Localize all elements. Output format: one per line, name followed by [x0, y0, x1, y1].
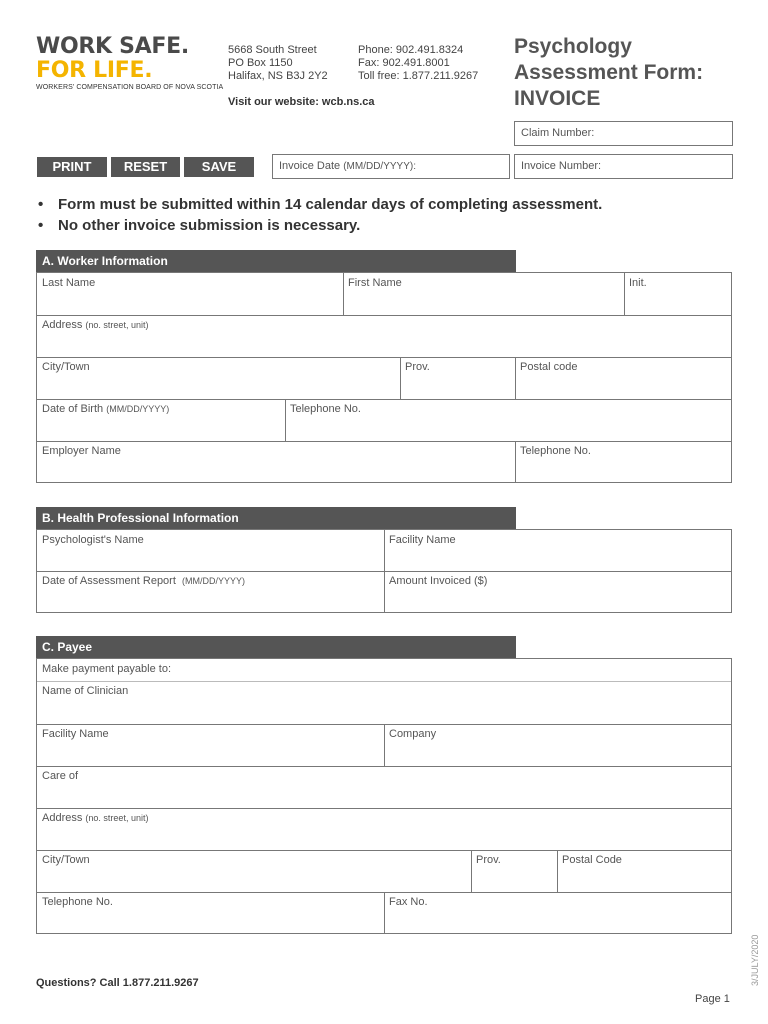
postal-code-field[interactable]	[515, 357, 731, 399]
revision-date: 3/JULY/2020	[750, 934, 760, 986]
claim-number-field[interactable]	[514, 121, 733, 146]
reset-button[interactable]: RESET	[111, 157, 180, 177]
employer-name-label: Employer Name	[42, 445, 121, 457]
notice-list	[38, 194, 602, 236]
section-b-header: B. Health Professional Information	[36, 507, 516, 529]
title-line-3: INVOICE	[514, 87, 601, 110]
province-label: Prov.	[405, 361, 430, 373]
form-title	[514, 34, 703, 112]
amount-invoiced-label: Amount Invoiced ($)	[389, 575, 488, 587]
invoice-number-label: Invoice Number:	[521, 160, 602, 172]
facility-name-label: Facility Name	[389, 534, 456, 546]
health-professional-grid	[36, 529, 732, 613]
payee-address-hint: (no. street, unit)	[85, 813, 149, 823]
city-field[interactable]	[37, 357, 400, 399]
employer-phone-label: Telephone No.	[520, 445, 591, 457]
report-date-label: Date of Assessment Report	[42, 575, 176, 587]
notice-item: • Form must be submitted within 14 calendar days of completing assessment.	[38, 196, 603, 213]
address-pobox: PO Box 1150	[228, 57, 293, 69]
dob-format: (MM/DD/YYYY)	[106, 404, 170, 414]
address-street: 5668 South Street	[228, 44, 317, 56]
report-date-format: (MM/DD/YYYY)	[182, 576, 246, 586]
psychologist-name-field[interactable]	[37, 530, 384, 571]
clinician-name-field[interactable]	[37, 681, 731, 724]
telephone-label: Telephone No.	[290, 403, 361, 415]
title-line-1: Psychology	[514, 35, 632, 58]
postal-code-label: Postal code	[520, 361, 578, 373]
care-of-field[interactable]	[37, 766, 731, 808]
amount-invoiced-field[interactable]	[384, 571, 731, 612]
payee-telephone-field[interactable]	[37, 892, 384, 934]
title-line-2: Assessment Form:	[514, 61, 704, 84]
facility-name-field[interactable]	[384, 530, 731, 571]
notice-text: No other invoice submission is necessary.	[58, 217, 361, 234]
contact-phone: Phone: 902.491.8324	[358, 44, 464, 56]
address-city: Halifax, NS B3J 2Y2	[228, 70, 328, 82]
first-name-field[interactable]	[343, 273, 624, 315]
first-name-label: First Name	[348, 277, 402, 289]
psychologist-name-label: Psychologist's Name	[42, 534, 144, 546]
invoice-number-field[interactable]	[514, 154, 733, 179]
payee-telephone-label: Telephone No.	[42, 896, 113, 908]
contact-tollfree: Toll free: 1.877.211.9267	[358, 70, 479, 82]
worker-info-grid	[36, 272, 732, 483]
payee-address-label: Address	[42, 812, 83, 824]
company-field[interactable]	[384, 724, 731, 766]
contact-fax: Fax: 902.491.8001	[358, 57, 450, 69]
dob-label: Date of Birth	[42, 403, 104, 415]
print-button[interactable]: PRINT	[37, 157, 107, 177]
payee-postal-code-field[interactable]	[557, 850, 731, 892]
section-c-header: C. Payee	[36, 636, 516, 658]
page-number: Page 1	[695, 993, 730, 1005]
last-name-field[interactable]	[37, 273, 343, 315]
claim-number-label: Claim Number:	[521, 127, 595, 139]
questions-text: Questions? Call 1.877.211.9267	[36, 977, 199, 989]
invoice-date-field[interactable]	[272, 154, 510, 179]
company-label: Company	[389, 728, 437, 740]
invoice-date-label-text: Invoice Date	[279, 160, 341, 172]
payee-city-field[interactable]	[37, 850, 471, 892]
payee-fax-label: Fax No.	[389, 896, 428, 908]
city-label: City/Town	[42, 361, 90, 373]
last-name-label: Last Name	[42, 277, 96, 289]
logo-org-name: WORKERS' COMPENSATION BOARD OF NOVA SCOTIA	[36, 84, 224, 91]
address-hint: (no. street, unit)	[85, 320, 149, 330]
invoice-date-format: (MM/DD/YYYY):	[343, 161, 416, 172]
province-field[interactable]	[400, 357, 515, 399]
payee-address-field[interactable]	[37, 808, 731, 850]
initial-label: Init.	[629, 277, 647, 289]
mailing-address	[228, 44, 328, 83]
care-of-label: Care of	[42, 770, 79, 782]
logo-line-2: FOR LIFE.	[36, 58, 153, 83]
payee-facility-field[interactable]	[37, 724, 384, 766]
payee-postal-code-label: Postal Code	[562, 854, 622, 866]
invoice-date-label	[273, 155, 509, 172]
section-a-header: A. Worker Information	[36, 250, 516, 272]
employer-phone-field[interactable]	[515, 441, 731, 483]
logo-line-1: WORK SAFE.	[36, 34, 189, 59]
notice-item: • No other invoice submission is necessary.	[38, 217, 361, 234]
report-date-field[interactable]	[37, 571, 384, 612]
save-button[interactable]: SAVE	[184, 157, 254, 177]
payee-facility-label: Facility Name	[42, 728, 109, 740]
telephone-field[interactable]	[285, 399, 731, 441]
payee-city-label: City/Town	[42, 854, 90, 866]
website-text: Visit our website: wcb.ns.ca	[228, 96, 375, 108]
notice-text: Form must be submitted within 14 calendar days of completing assessment.	[58, 196, 603, 213]
worker-address-field[interactable]	[37, 315, 731, 357]
clinician-name-label: Name of Clinician	[42, 685, 129, 697]
dob-field[interactable]	[37, 399, 285, 441]
payee-province-label: Prov.	[476, 854, 501, 866]
contact-numbers	[358, 44, 478, 83]
employer-name-field[interactable]	[37, 441, 515, 483]
payee-fax-field[interactable]	[384, 892, 731, 934]
payee-grid	[36, 658, 732, 934]
payee-province-field[interactable]	[471, 850, 557, 892]
address-label: Address	[42, 319, 83, 331]
payable-to-label: Make payment payable to:	[42, 663, 172, 675]
initial-field[interactable]	[624, 273, 731, 315]
